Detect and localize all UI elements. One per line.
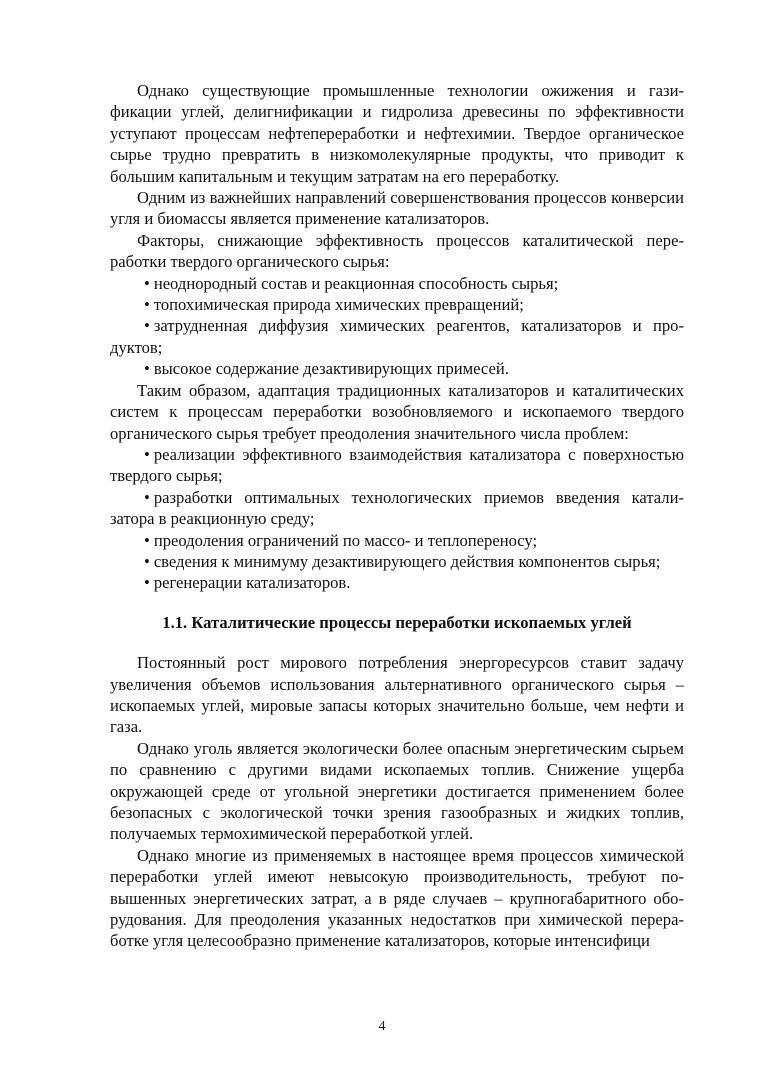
- bullet-item: [110, 444, 684, 487]
- body-text-bottom: [110, 652, 684, 952]
- bullet-text: затрудненная диффузия химических реагентов, катализаторов и продуктов;: [110, 316, 684, 357]
- paragraph: Однако существующие промышленные технологии ожижения и газификации углей, делигнификации и гидролиза древесины по эффективности уступают процессам нефтепереработки и нефтехимии. Твердое органическое сырье трудно превратить в низкомолекулярные продукты, что приводит к большим капитальным и текущим затратам на его переработку.: [110, 81, 684, 186]
- bullet-text: реализации эффективного взаимодействия катализатора с поверхностью твердого сырья;: [110, 444, 684, 486]
- page-content: [110, 80, 684, 952]
- bullet-mark: •: [144, 487, 150, 507]
- bullet-item: [110, 551, 684, 572]
- body-text-top: [110, 80, 684, 594]
- bullet-mark: •: [144, 444, 150, 464]
- paragraph: Постоянный рост мирового потребления энергоресурсов ставит задачу увеличения объемов использования альтернативного органического сырья – ископаемых углей, мировые запасы которых значительно больше, чем нефти и газа.: [110, 653, 684, 737]
- bullet-mark: •: [144, 295, 150, 315]
- bullet-mark: •: [144, 359, 150, 379]
- bullet-item: [110, 273, 684, 294]
- bullet-item: [110, 572, 684, 593]
- bullet-item: [110, 315, 684, 358]
- bullet-item: [110, 358, 684, 379]
- bullet-text: преодоления ограничений по массо- и теплопереносу;: [153, 530, 538, 550]
- bullet-item: [110, 294, 684, 315]
- paragraph: Однако уголь является экологически более опасным энергетическим сырьем по сравнению с другими видами ископаемых топлив. Снижение ущерба окружающей среде от угольной энергетики достигается применением более безопасных с экологической точки зрения газообразных и жидких топлив, получаемых термохимической переработкой углей.: [110, 738, 684, 844]
- bullet-item: [110, 487, 684, 530]
- section-heading: 1.1. Каталитические процессы переработки ископаемых углей: [162, 612, 632, 632]
- paragraph: Таким образом, адаптация традиционных катализаторов и каталитических систем к процессам переработки возобновляемого и ископаемого твердого органического сырья требует преодоления значительного числа проблем:: [110, 380, 684, 443]
- bullet-text: регенерации катализаторов.: [153, 573, 351, 593]
- paragraph: Факторы, снижающие эффективность процессов каталитической переработки твердого органического сырья:: [110, 230, 684, 272]
- bullet-mark: •: [144, 573, 150, 593]
- bullet-item: [110, 530, 684, 551]
- page-number: 4: [378, 1019, 386, 1034]
- bullet-text: сведения к минимуму дезактивирующего действия компонентов сырья;: [153, 551, 661, 571]
- bullet-text: топохимическая природа химических превращений;: [153, 295, 524, 315]
- bullet-mark: •: [144, 273, 150, 293]
- bullet-text: высокое содержание дезактивирующих примесей.: [153, 359, 509, 379]
- bullet-mark: •: [144, 316, 150, 336]
- paragraph: Однако многие из применяемых в настоящее время процессов химической переработки углей имеют невысокую производительность, требуют повышенных энергетических затрат, а в ряде случаев – крупногабаритного оборудования. Для преодоления указанных недостатков при химической переработке угля целесообразно применение катализаторов, которые интенсифици: [110, 845, 684, 951]
- bullet-text: неоднородный состав и реакционная способность сырья;: [153, 273, 559, 293]
- bullet-text: разработки оптимальных технологических приемов введения катализатора в реакционную среду;: [110, 487, 684, 529]
- paragraph: Одним из важнейших направлений совершенствования процессов конверсии угля и биомассы является применение катализаторов.: [110, 188, 684, 229]
- bullet-mark: •: [144, 530, 150, 550]
- bullet-mark: •: [144, 551, 150, 571]
